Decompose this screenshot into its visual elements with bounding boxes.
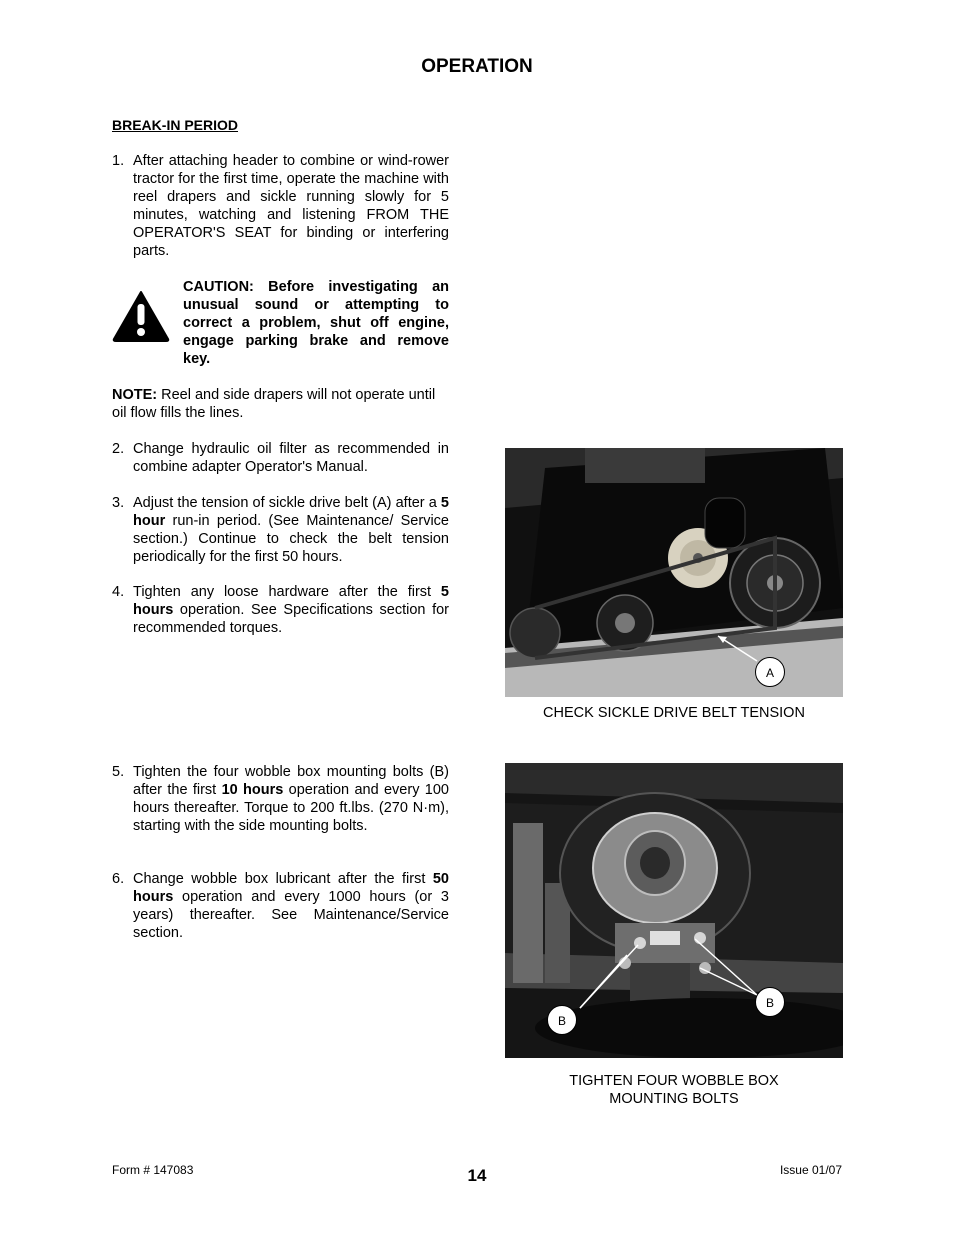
step-text: Tighten any loose hardware after the first 5 hours operation. See Specifications section for recommended torques. bbox=[133, 584, 449, 636]
figure-caption: TIGHTEN FOUR WOBBLE BOX MOUNTING BOLTS bbox=[569, 1073, 779, 1107]
callout-b-left: B bbox=[547, 1005, 577, 1035]
step-text: After attaching header to combine or wind-rower tractor for the first time, operate the machine with reel drapers and sickle running slowly for 5 minutes, watching and listening FROM THE OPERATOR'S SEAT for binding or interfering parts. bbox=[133, 153, 449, 259]
note-text: Reel and side drapers will not operate until oil flow fills the lines. bbox=[112, 387, 436, 421]
step-number: 4. bbox=[112, 584, 125, 600]
callout-a: A bbox=[755, 657, 785, 687]
step-text: Change wobble box lubricant after the first 50 hours operation and every 1000 hours (or 3 years) thereafter. See Maintenance/Service section. bbox=[133, 871, 449, 941]
step-5 bbox=[112, 763, 449, 835]
note bbox=[112, 386, 449, 422]
warning-triangle-icon bbox=[112, 290, 170, 342]
issue-date: Issue 01/07 bbox=[779, 1163, 842, 1177]
form-number: Form # 147083 bbox=[112, 1163, 194, 1177]
figure-caption: CHECK SICKLE DRIVE BELT TENSION bbox=[543, 705, 805, 721]
step-2 bbox=[112, 440, 449, 476]
step-number: 6. bbox=[112, 871, 125, 887]
step-number: 5. bbox=[112, 764, 125, 780]
step-text: Tighten the four wobble box mounting bolts (B) after the first 10 hours operation and every 100 hours thereafter. Torque to 200 ft.lbs. (270 N·m), starting with the side mounting bolts. bbox=[133, 764, 449, 834]
step-number: 2. bbox=[112, 441, 125, 457]
step-1 bbox=[112, 152, 449, 260]
callout-b-right: B bbox=[755, 987, 785, 1017]
wobble-box-photo bbox=[505, 763, 843, 1058]
section-heading: BREAK-IN PERIOD bbox=[112, 117, 239, 133]
step-6 bbox=[112, 870, 449, 942]
page-title: OPERATION bbox=[421, 56, 533, 77]
step-number: 3. bbox=[112, 495, 125, 511]
step-3 bbox=[112, 494, 449, 566]
sickle-drive-photo bbox=[505, 448, 843, 697]
caution-text: CAUTION: Before investigating an unusual sound or attempting to correct a problem, shut off engine, engage parking brake and remove key. bbox=[183, 279, 449, 367]
step-number: 1. bbox=[112, 153, 125, 169]
step-4 bbox=[112, 583, 449, 637]
step-text: Adjust the tension of sickle drive belt (A) after a 5 hour run-in period. (See Maintenance/ Service section.) Continue to check the belt tension periodically for the first 50 hours. bbox=[133, 495, 449, 565]
note-label: NOTE: bbox=[112, 387, 158, 403]
step-text: Change hydraulic oil filter as recommended in combine adapter Operator's Manual. bbox=[133, 441, 449, 475]
page-number: 14 bbox=[467, 1166, 487, 1185]
